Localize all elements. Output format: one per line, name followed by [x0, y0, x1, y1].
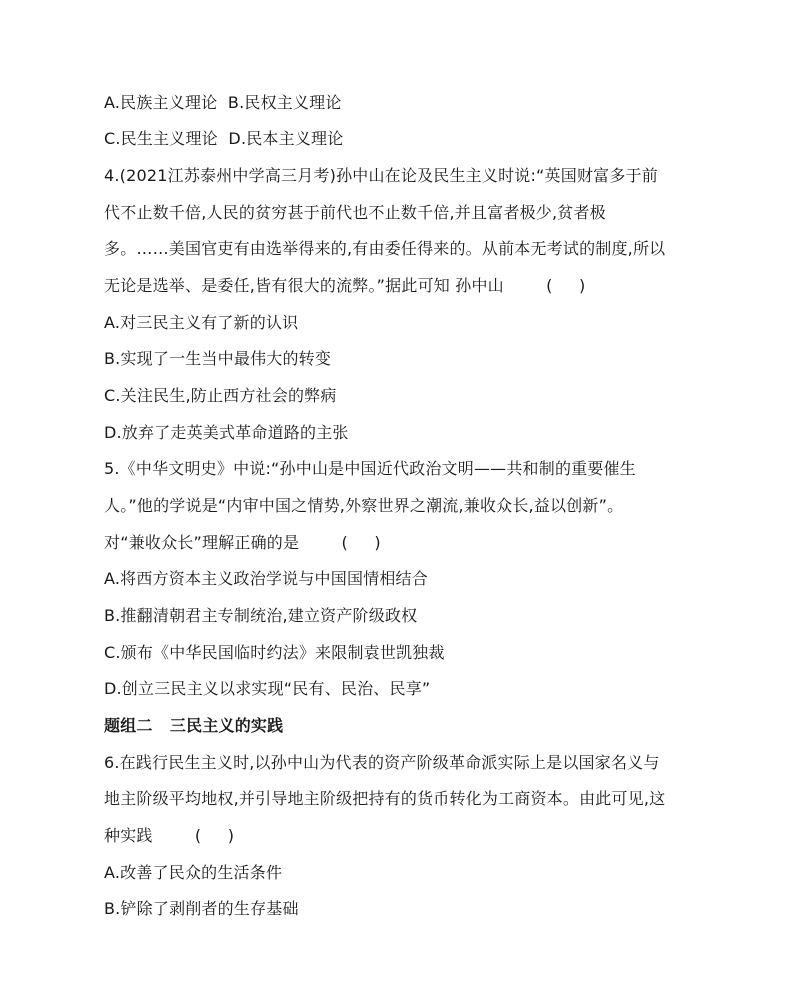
q6-stem-line-2: 地主阶级平均地权,并引导地主阶级把持有的货币转化为工商资本。由此可见,这	[104, 789, 666, 808]
q5-option-b: B.推翻清朝君主专制统治,建立资产阶级政权	[104, 606, 418, 625]
q4-option-b: B.实现了一生当中最伟大的转变	[104, 349, 332, 368]
q3-options-cd: C.民生主义理论 D.民本主义理论	[104, 129, 344, 148]
q4-option-c: C.关注民生,防止西方社会的弊病	[104, 386, 337, 405]
q6-option-b: B.铲除了剥削者的生存基础	[104, 899, 299, 918]
q5-option-d: D.创立三民主义以求实现“民有、民治、民享”	[104, 679, 431, 698]
q4-stem-line-2: 代不止数千倍,人民的贫穷甚于前代也不止数千倍,并且富者极少,贫者极	[104, 203, 606, 222]
q4-option-d: D.放弃了走英美式革命道路的主张	[104, 423, 349, 442]
q4-stem-line-1: 4.(2021江苏泰州中学高三月考)孙中山在论及民生主义时说:“英国财富多于前	[104, 166, 658, 185]
q4-stem-line-4: 无论是选举、是委任,皆有很大的流弊。”据此可知 孙中山 ( )	[104, 276, 586, 295]
q4-stem-line-3: 多。……美国官吏有由选举得来的,有由委任得来的。从前本无考试的制度,所以	[104, 239, 666, 258]
q5-stem-line-2: 人。”他的学说是“内审中国之情势,外察世界之潮流,兼收众长,益以创新”。	[104, 496, 624, 515]
section-heading: 题组二 三民主义的实践	[104, 716, 284, 735]
q6-stem-line-1: 6.在践行民生主义时,以孙中山为代表的资产阶级革命派实际上是以国家名义与	[104, 753, 660, 772]
q3-options-ab: A.民族主义理论 B.民权主义理论	[104, 93, 342, 112]
q5-stem-line-3: 对“兼收众长”理解正确的是 ( )	[104, 533, 381, 552]
q5-option-a: A.将西方资本主义政治学说与中国国情相结合	[104, 569, 428, 588]
q6-option-a: A.改善了民众的生活条件	[104, 863, 283, 882]
q4-option-a: A.对三民主义有了新的认识	[104, 313, 299, 332]
q5-stem-line-1: 5.《中华文明史》中说:“孙中山是中国近代政治文明——共和制的重要催生	[104, 459, 636, 478]
q5-option-c: C.颁布《中华民国临时约法》来限制袁世凯独裁	[104, 643, 445, 662]
q6-stem-line-3: 种实践 ( )	[104, 826, 235, 845]
